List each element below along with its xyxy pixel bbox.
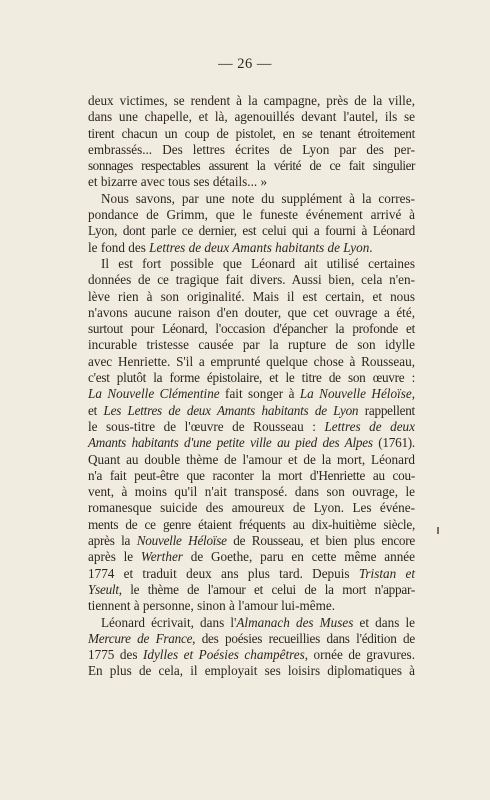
text-run: romanesque suicide des amoureux de Lyon. Les événe- (88, 500, 415, 516)
margin-mark (437, 527, 439, 534)
text-run: 1775 des (88, 647, 143, 663)
text-run: Léonard écrivait, dans l' (101, 614, 237, 630)
text-line (88, 533, 415, 549)
text-line (88, 354, 415, 370)
text-line (88, 419, 415, 435)
italic-title: Lettres de deux (324, 418, 416, 434)
text-run: surtout pour Léonard, l'occasion d'épancher la profonde et (88, 321, 415, 337)
italic-title: Les Lettres de deux Amants habitants de Lyon (103, 402, 359, 418)
text-line (88, 93, 415, 109)
body-text (88, 93, 415, 680)
text-line (88, 647, 415, 663)
italic-title: La Nouvelle Héloïse (299, 386, 412, 402)
italic-title: Mercure de France (88, 630, 193, 646)
text-run: de Rousseau, et bien plus encore (226, 533, 416, 549)
text-run: n'a fait peut-être que raconter la mort d'Henriette au cou- (88, 467, 415, 483)
text-line (88, 663, 415, 679)
text-run: après le (88, 549, 141, 565)
text-run: vent, à moins qu'il n'ait transposé. dans son ouvrage, le (88, 484, 415, 500)
text-line (88, 272, 415, 288)
text-line (88, 240, 415, 256)
page-number: — 26 — (218, 56, 272, 72)
text-run: Il est fort possible que Léonard ait utilisé certaines (101, 255, 415, 271)
text-line (88, 582, 415, 598)
text-run: (1761). (372, 435, 415, 451)
text-run: rappellent (358, 402, 415, 418)
text-line (88, 615, 415, 631)
text-line (88, 289, 415, 305)
text-run: , ornée de gravures. (304, 647, 415, 663)
text-run: et dans le (353, 614, 415, 630)
italic-title: Tristan et (358, 565, 415, 581)
text-line (88, 256, 415, 272)
text-run: c'est plutôt la forme épistolaire, et le titre de son œuvre : (88, 370, 415, 386)
text-line (88, 435, 415, 451)
text-run: données de ce tragique fait divers. Aussi bien, cela n'en- (88, 272, 415, 288)
italic-title: Lettres de deux Amants habitants de Lyon (149, 239, 370, 255)
text-line (88, 305, 415, 321)
italic-title: Idylles et Poésies champêtres (142, 647, 305, 663)
text-run: Nous savons, par une note du supplément à la corres- (101, 190, 415, 206)
text-run: pondance de Grimm, que le funeste événement arrivé à (88, 207, 415, 223)
text-line (88, 174, 415, 190)
text-run: n'avons aucune raison d'en douter, que cet ouvrage a été, (88, 304, 415, 320)
text-line (88, 321, 415, 337)
text-line (88, 191, 415, 207)
text-run: tirent chacun un coup de pistolet, en se tenant étroitement (88, 125, 415, 141)
text-line (88, 337, 415, 353)
text-run: et (88, 402, 104, 418)
text-line (88, 223, 415, 239)
text-run: 1774 et traduit deux ans plus tard. Depuis (88, 565, 359, 581)
text-run: Quant au double thème de l'amour et de la mort, Léonard (88, 451, 415, 467)
text-line (88, 158, 415, 174)
text-run: incurable tristesse causée par la rupture de son idylle (88, 337, 415, 353)
text-run: dans une chapelle, et là, agenouillés devant l'autel, ils se (88, 109, 415, 125)
text-run: , le thème de l'amour et celui de la mort n'appar- (118, 581, 415, 597)
text-run: . (369, 239, 373, 255)
text-run: embrassés... Des lettres écrites de Lyon par des per- (88, 141, 415, 157)
text-line (88, 631, 415, 647)
text-line (88, 142, 415, 158)
text-line (88, 109, 415, 125)
text-line (88, 517, 415, 533)
text-run: , des poésies recueillies dans l'édition de (192, 630, 415, 646)
text-line (88, 370, 415, 386)
text-run: et bizarre avec tous ses détails... » (88, 174, 268, 190)
text-run: Lyon, dont parle ce dernier, est celui qui a fourni à Léonard (88, 223, 415, 239)
text-run: de Goethe, paru en cette même année (182, 549, 416, 565)
text-run: sonnages respectables assurent la vérité de ce fait singulier (88, 158, 415, 174)
italic-title: La Nouvelle Clémentine (88, 386, 220, 402)
text-line (88, 452, 415, 468)
text-line (88, 207, 415, 223)
text-run: avec Henriette. S'il a emprunté quelque chose à Rousseau, (88, 353, 415, 369)
text-run: fait songer à (219, 386, 300, 402)
italic-title: Almanach des Muses (236, 614, 354, 630)
text-line (88, 500, 415, 516)
text-run: ments de ce genre étaient fréquents au dix-huitième siècle, (88, 516, 415, 532)
text-line (88, 403, 415, 419)
italic-title: Yseult (88, 581, 119, 597)
text-line (88, 549, 415, 565)
italic-title: Nouvelle Héloïse (136, 533, 227, 549)
text-run: deux victimes, se rendent à la campagne, près de la ville, (88, 93, 415, 108)
text-run: , (411, 386, 415, 402)
text-line (88, 484, 415, 500)
text-run: le sous-titre de l'œuvre de Rousseau : (88, 418, 325, 434)
text-run: lève rien à son originalité. Mais il est certain, et nous (88, 288, 415, 304)
italic-title: Amants habitants d'une petite ville au pied des Alpes (88, 435, 373, 451)
text-line (88, 566, 415, 582)
italic-title: Werther (140, 549, 183, 565)
text-line (88, 126, 415, 142)
text-run: après la (88, 533, 137, 549)
text-line (88, 598, 415, 614)
text-run: tiennent à personne, sinon à l'amour lui-même. (88, 598, 336, 614)
text-run: En plus de cela, il employait ses loisirs diplomatiques à (88, 663, 415, 679)
text-run: le fond des (88, 239, 150, 255)
text-line (88, 468, 415, 484)
text-line (88, 386, 415, 402)
